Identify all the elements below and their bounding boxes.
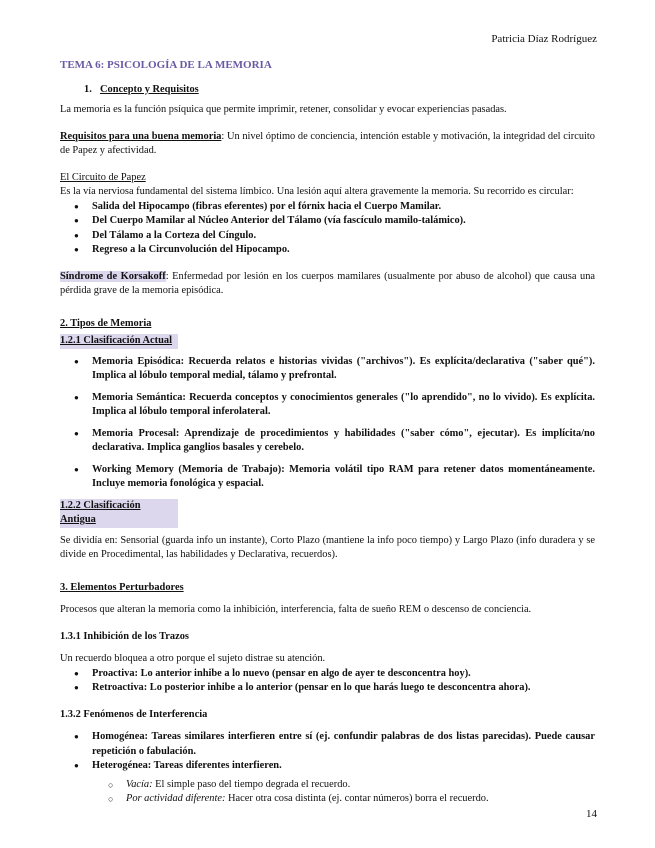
page-number: 14: [586, 808, 597, 820]
korsakoff-paragraph: [60, 270, 595, 299]
actual-classification-heading: 1.2.1 Clasificación Actual: [60, 334, 178, 349]
papez-item: ● Salida del Hipocampo (fibras eferentes) por el fórnix hacia el Cuerpo Mamilar.: [60, 200, 595, 215]
inhibition-item: ● Proactiva: Lo anterior inhibe a lo nuevo (pensar en algo de ayer te desconcentra hoy).: [60, 667, 595, 682]
old-classification-text: Se dividía en: Sensorial (guarda info un instante), Corto Plazo (mantiene la info poco tiempo) y Largo Plazo (info duradera y se divide en Procedimental, las habilidades y Declarativa, recuerdos).: [60, 534, 595, 560]
papez-list: [60, 200, 595, 258]
section-1-title: Concepto y Requisitos: [100, 83, 199, 95]
memory-definition: La memoria es la función psíquica que permite imprimir, retener, consolidar y evocar experiencias pasadas.: [60, 104, 507, 115]
page-content: [60, 58, 595, 807]
interference-subitem: ○ Por actividad diferente: Hacer otra cosa distinta (ej. contar números) borra el recuerdo.: [60, 792, 595, 807]
inhibition-item: ● Retroactiva: Lo posterior inhibe a lo anterior (pensar en lo que harás luego te desconcentra ahora).: [60, 681, 595, 696]
section-2-heading: 2. Tipos de Memoria: [60, 317, 152, 329]
inhibition-list: [60, 667, 595, 696]
memory-type-item: ● Memoria Episódica: Recuerda relatos e historias vividas ("archivos"). Es explícita/declarativa ("saber qué"). Implica al lóbulo temporal medial, tálamo y prefrontal.: [60, 355, 595, 384]
disturbers-intro: Procesos que alteran la memoria como la inhibición, interferencia, falta de sueño REM o descenso de conciencia.: [60, 604, 532, 615]
interference-item: ● Homogénea: Tareas similares interfieren entre sí (ej. confundir palabras de dos listas parecidas). Puede causar repetición o fabulación.: [60, 730, 595, 759]
papez-item: ● Del Tálamo a la Corteza del Cíngulo.: [60, 229, 595, 244]
papez-intro: Es la vía nerviosa fundamental del sistema límbico. Una lesión aquí altera gravemente la memoria. Su recorrido es circular:: [60, 186, 574, 197]
interference-sublist: [60, 778, 595, 807]
requirements-text: : Un nivel óptimo de conciencia, intención estable y motivación, la integridad del circuito de Papez y afectividad.: [60, 130, 595, 156]
requirements-label: Requisitos para una buena memoria: [60, 130, 222, 142]
papez-item: ● Regreso a la Circunvolución del Hipocampo.: [60, 243, 595, 258]
korsakoff-text: : Enfermedad por lesión en los cuerpos mamilares (usualmente por abuso de alcohol) que causa una pérdida grave de la memoria episódica.: [60, 270, 596, 296]
interference-list: [60, 730, 595, 774]
inhibition-heading: 1.3.1 Inhibición de los Trazos: [60, 630, 189, 642]
document-title: TEMA 6: PSICOLOGÍA DE LA MEMORIA: [60, 59, 272, 71]
papez-item: ● Del Cuerpo Mamilar al Núcleo Anterior del Tálamo (vía fascículo mamilo-talámico).: [60, 214, 595, 229]
interference-heading: 1.3.2 Fenómenos de Interferencia: [60, 708, 208, 720]
memory-type-item: ● Memoria Semántica: Recuerda conceptos y conocimientos generales ("lo aprendido", no lo vivido). Es explícita. Implica al lóbulo temporal inferolateral.: [60, 391, 595, 420]
old-classification-heading: 1.2.2 Clasificación Antigua: [60, 499, 178, 528]
korsakoff-label: Síndrome de Korsakoff: [60, 270, 166, 282]
requirements-paragraph: [60, 130, 595, 159]
section-1-heading: [84, 83, 595, 98]
actual-classification-list: [60, 355, 595, 492]
inhibition-text: Un recuerdo bloquea a otro porque el sujeto distrae su atención.: [60, 653, 326, 664]
section-1-number: 1.: [84, 83, 92, 95]
memory-type-item: ● Working Memory (Memoria de Trabajo): Memoria volátil tipo RAM para retener datos momentáneamente. Incluye memoria fonológica y espacial.: [60, 463, 595, 492]
header-author: Patricia Díaz Rodríguez: [491, 33, 597, 45]
interference-subitem: ○ Vacía: El simple paso del tiempo degrada el recuerdo.: [60, 778, 595, 793]
papez-heading: El Circuito de Papez: [60, 171, 146, 183]
interference-item: ● Heterogénea: Tareas diferentes interfieren.: [60, 759, 595, 774]
memory-type-item: ● Memoria Procesal: Aprendizaje de procedimientos y habilidades ("saber cómo", ejecutar). Es implícita/no declarativa. Implica ganglios basales y cerebelo.: [60, 427, 595, 456]
section-3-heading: 3. Elementos Perturbadores: [60, 581, 184, 593]
